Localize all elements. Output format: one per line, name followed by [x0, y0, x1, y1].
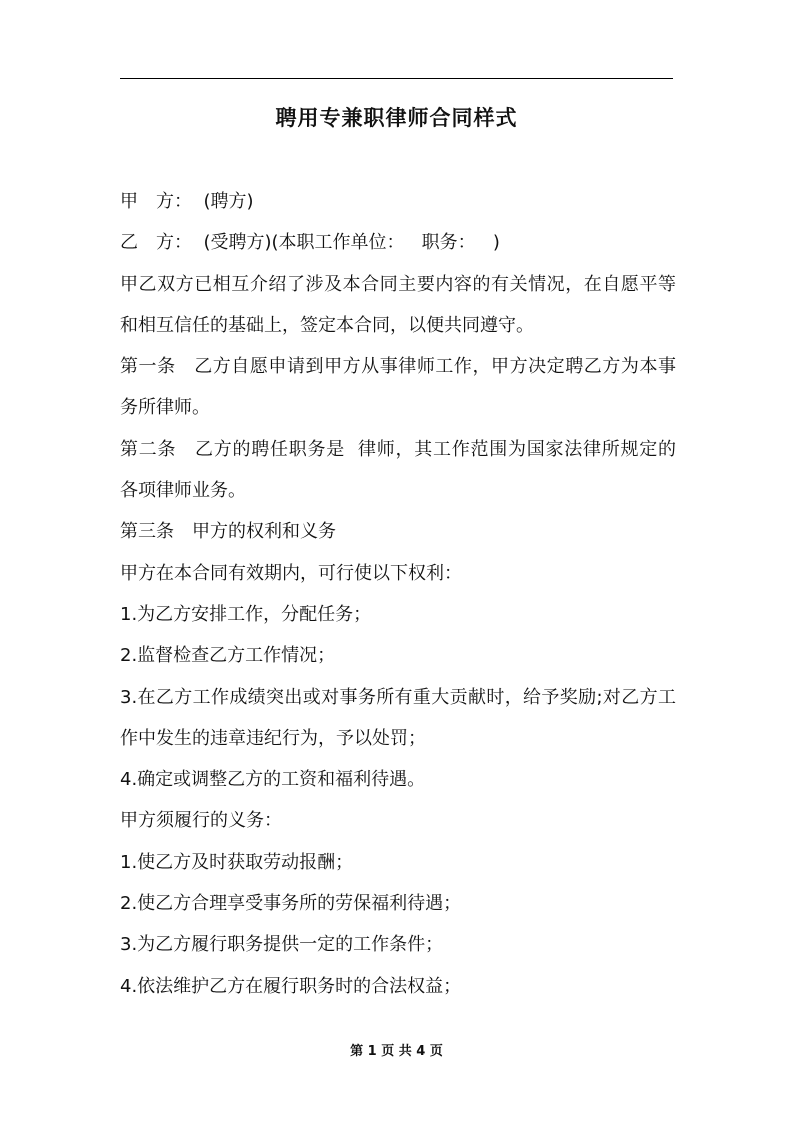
page-number: 第 1 页 共 4 页 [350, 1044, 443, 1059]
preamble-line-2: 和相互信任的基础上，签定本合同，以便共同遵守。 [120, 314, 534, 336]
article-1-line-2: 务所律师。 [120, 397, 210, 419]
article-3-heading: 第三条 甲方的权利和义务 [120, 521, 336, 543]
party-a-duty-2: 2.使乙方合理享受事务所的劳保福利待遇； [120, 893, 462, 915]
header-rule [120, 78, 673, 79]
party-a-right-3-line-2: 作中发生的违章违纪行为，予以处罚； [120, 727, 426, 749]
party-b-line: 乙 方： (受聘方)(本职工作单位： 职务： ) [120, 232, 500, 254]
document-body [120, 181, 676, 1007]
party-a-line: 甲 方： (聘方) [120, 191, 254, 212]
party-a-duty-1: 1.使乙方及时获取劳动报酬； [120, 851, 354, 873]
preamble-line-1: 甲乙双方已相互介绍了涉及本合同主要内容的有关情况，在自愿平等 [120, 273, 676, 295]
document-title: 聘用专兼职律师合同样式 [275, 106, 518, 130]
party-a-duty-3: 3.为乙方履行职务提供一定的工作条件； [120, 934, 444, 956]
article-2-line-2: 各项律师业务。 [120, 480, 246, 502]
article-2-line-1: 第二条 乙方的聘任职务是 律师，其工作范围为国家法律所规定的 [120, 438, 676, 460]
party-a-duty-4: 4.依法维护乙方在履行职务时的合法权益； [120, 975, 462, 997]
party-a-right-3-line-1: 3.在乙方工作成绩突出或对事务所有重大贡献时，给予奖励;对乙方工 [120, 686, 676, 708]
party-a-right-1: 1.为乙方安排工作，分配任务； [120, 603, 372, 625]
party-a-right-4: 4.确定或调整乙方的工资和福利待遇。 [120, 769, 426, 791]
article-1-line-1: 第一条 乙方自愿申请到甲方从事律师工作，甲方决定聘乙方为本事 [120, 356, 676, 378]
party-a-right-2: 2.监督检查乙方工作情况； [120, 645, 336, 667]
party-a-rights-intro: 甲方在本合同有效期内，可行使以下权利： [120, 562, 462, 584]
party-a-duties-intro: 甲方须履行的义务： [120, 810, 282, 832]
